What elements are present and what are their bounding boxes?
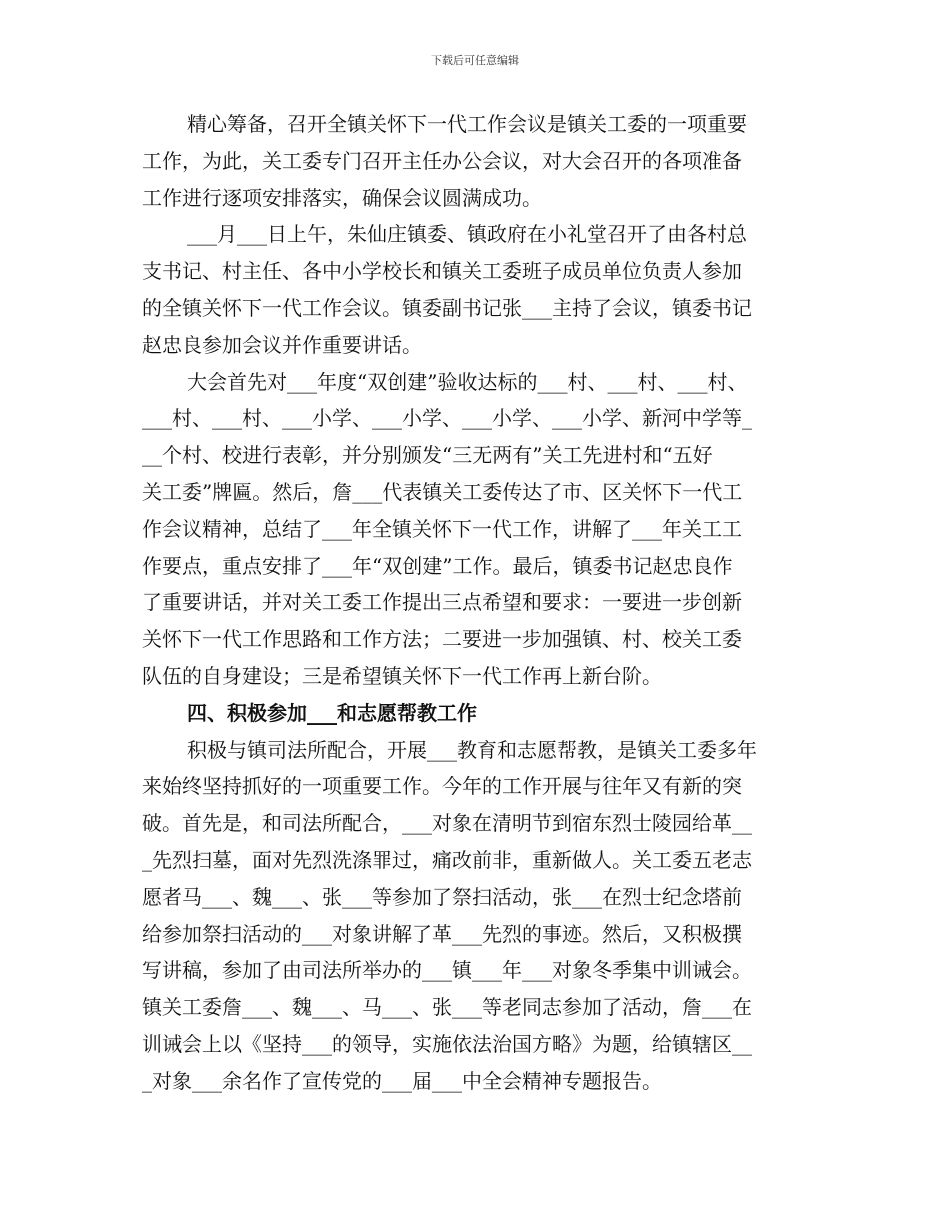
text-line: 工作，为此，关工委专门召开主任办公会议，对大会召开的各项准备 (142, 148, 742, 173)
text-line: 精心筹备，召开全镇关怀下一代工作会议是镇关工委的一项重要 (187, 112, 747, 136)
text-line: 愿者马___、魏___、张___等参加了祭扫活动，张___在烈士纪念塔前 (142, 884, 742, 909)
text-line: 了重要讲话，并对关工委工作提出三点希望和要求：一要进一步创新 (142, 590, 742, 615)
text-line: 大会首先对___年度“双创建”验收达标的___村、___村、___村、 (187, 369, 748, 394)
document-body (142, 106, 817, 1100)
text-line: 队伍的自身建设；三是希望镇关怀下一代工作再上新台阶。 (142, 663, 662, 688)
section-heading: 四、积极参加___和志愿帮教工作 (187, 700, 477, 725)
text-line: 镇关工委詹___、魏___、马___、张___等老同志参加了活动，詹___在 (142, 995, 752, 1020)
text-line: 支书记、村主任、各中小学校长和镇关工委班子成员单位负责人参加 (142, 259, 742, 284)
text-line: 积极与镇司法所配合，开展___教育和志愿帮教，是镇关工委多年 (187, 737, 757, 762)
text-line: 作要点，重点安排了___年“双创建”工作。最后，镇委书记赵忠良作 (142, 553, 733, 578)
text-line: ___村、___村、___小学、___小学、___小学、___小学、新河中学等_ (142, 406, 752, 431)
text-line: 工作进行逐项安排落实，确保会议圆满成功。 (142, 185, 542, 210)
text-line: _对象___余名作了宣传党的___届___中全会精神专题报告。 (142, 1068, 662, 1093)
text-line: ___月___日上午，朱仙庄镇委、镇政府在小礼堂召开了由各村总 (187, 222, 747, 247)
text-line: 训诫会上以《坚持___的领导，实施依法治国方略》为题，给镇辖区__ (142, 1031, 752, 1056)
text-line: _先烈扫墓，面对先烈洗涤罪过，痛改前非，重新做人。关工委五老志 (142, 847, 752, 872)
page-header-note: 下载后可任意编辑 (431, 54, 519, 67)
text-line: 破。首先是，和司法所配合，___对象在清明节到宿东烈士陵园给革__ (142, 811, 752, 836)
text-line: 来始终坚持抓好的一项重要工作。今年的工作开展与往年又有新的突 (142, 774, 742, 799)
text-line: __个村、校进行表彰，并分别颁发“三无两有”关工先进村和“五好 (142, 443, 713, 468)
text-line: 关怀下一代工作思路和工作方法；二要进一步加强镇、村、校关工委 (142, 627, 742, 652)
text-line: 赵忠良参加会议并作重要讲话。 (142, 332, 422, 357)
text-line: 的全镇关怀下一代工作会议。镇委副书记张___主持了会议，镇委书记 (142, 295, 752, 320)
text-line: 关工委”牌匾。然后，詹___代表镇关工委传达了市、区关怀下一代工 (142, 479, 743, 504)
text-line: 写讲稿，参加了由司法所举办的___镇___年___对象冬季集中训诫会。 (142, 958, 752, 983)
text-line: 给参加祭扫活动的___对象讲解了革___先烈的事迹。然后，又积极撰 (142, 921, 742, 946)
text-line: 作会议精神，总结了___年全镇关怀下一代工作，讲解了___年关工工 (142, 516, 742, 541)
